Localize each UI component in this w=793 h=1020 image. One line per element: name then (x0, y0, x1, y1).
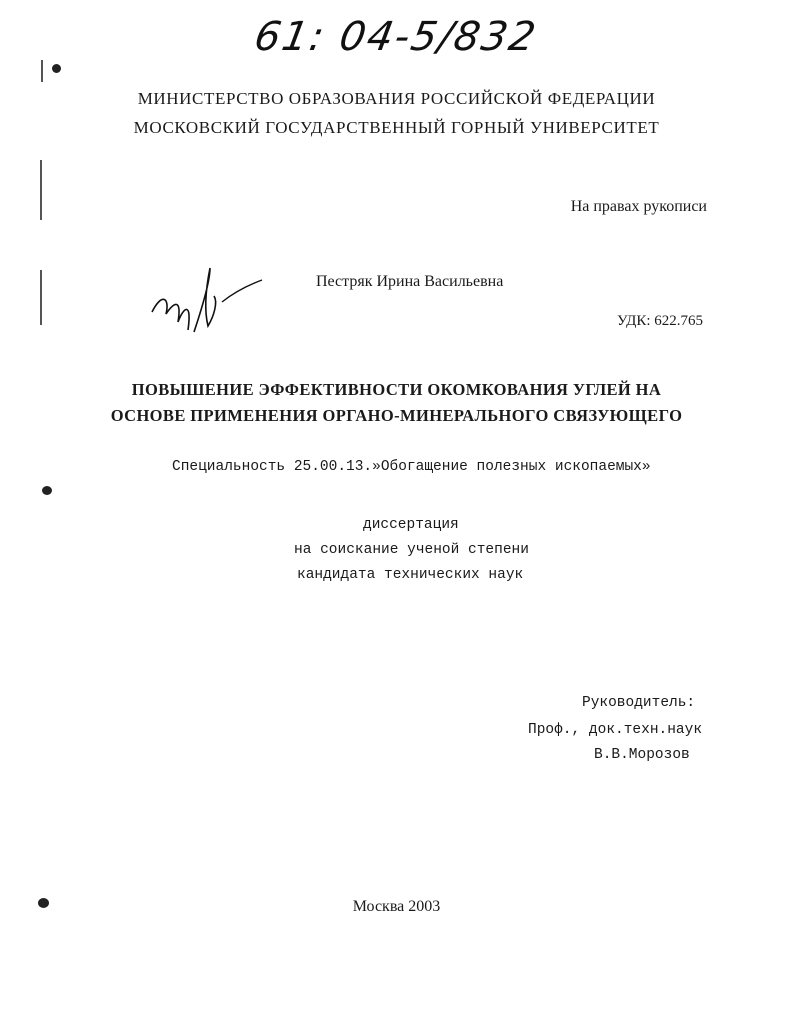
scan-edge-mark (41, 60, 43, 82)
place-year: Москва 2003 (352, 898, 441, 915)
supervisor-name: В.В.Морозов (594, 747, 690, 763)
scan-speck (42, 486, 52, 495)
archive-number-handwritten: 61: 04-5/832 (250, 14, 541, 60)
specialty: Специальность 25.00.13.»Обогащение полезных ископаемых» (172, 459, 651, 475)
supervisor-label: Руководитель: (582, 695, 696, 711)
thesis-title-line-2: ОСНОВЕ ПРИМЕНЕНИЯ ОРГАНО-МИНЕРАЛЬНОГО СВЯЗУЮЩЕГО (110, 406, 683, 425)
degree-line-1: диссертация (363, 517, 459, 533)
author-name: Пестряк Ирина Васильевна (316, 273, 504, 290)
manuscript-note: На правах рукописи (570, 198, 707, 215)
supervisor-title: Проф., док.техн.наук (528, 722, 703, 738)
scan-edge-mark (40, 270, 42, 325)
degree-line-2: на соискание ученой степени (294, 542, 529, 558)
scan-speck (52, 64, 61, 73)
degree-line-3: кандидата технических наук (297, 567, 524, 583)
ministry-name: МИНИСТЕРСТВО ОБРАЗОВАНИЯ РОССИЙСКОЙ ФЕДЕРАЦИИ (137, 89, 656, 108)
scan-edge-mark (40, 160, 42, 220)
udk-code: УДК: 622.765 (617, 313, 704, 329)
university-name: МОСКОВСКИЙ ГОСУДАРСТВЕННЫЙ ГОРНЫЙ УНИВЕРСИТЕТ (133, 118, 660, 137)
thesis-title-line-1: ПОВЫШЕНИЕ ЭФФЕКТИВНОСТИ ОКОМКОВАНИЯ УГЛЕЙ НА (131, 380, 662, 399)
signature (148, 262, 268, 338)
